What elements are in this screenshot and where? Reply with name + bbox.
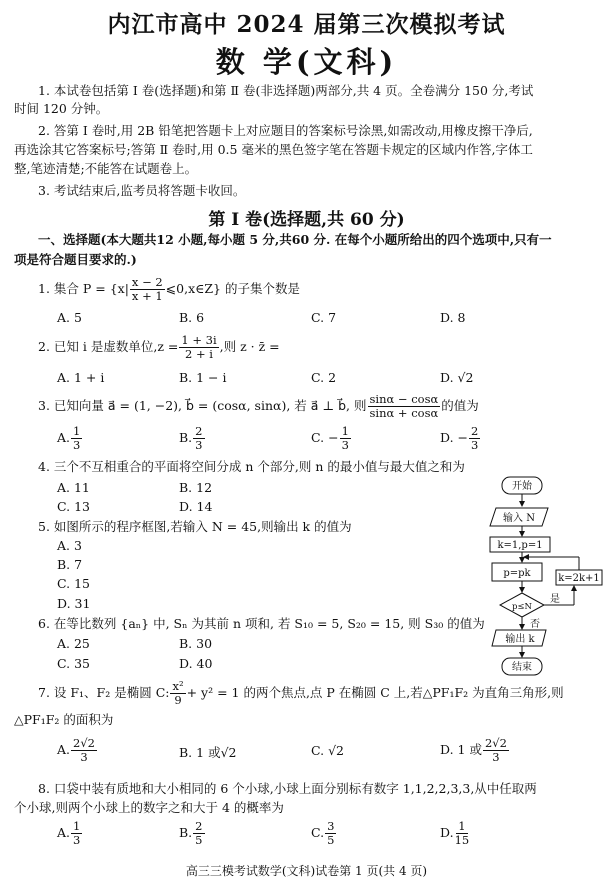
- q7-option-b[interactable]: [179, 743, 237, 761]
- fraction: [483, 737, 509, 764]
- option-sign: −: [457, 430, 469, 445]
- numerator: 2√2: [484, 736, 507, 750]
- q2-option-b[interactable]: B. 1 − i: [179, 370, 227, 385]
- numerator: 2√2: [73, 736, 95, 750]
- denominator: 3: [471, 438, 479, 452]
- q8-option-a[interactable]: [57, 820, 83, 847]
- q8-option-c[interactable]: [311, 820, 337, 847]
- q7-option-c[interactable]: [311, 743, 344, 758]
- fraction: [340, 425, 351, 452]
- fraction: [71, 820, 82, 847]
- note-line: 整,笔迹清楚;不能答在试题卷上。: [14, 161, 198, 176]
- numerator: 1 + 3i: [181, 333, 217, 347]
- flow-yes-label: 是: [550, 594, 560, 605]
- flow-input-label: 输入 N: [503, 513, 535, 524]
- denominator: 3: [73, 438, 81, 452]
- numerator: 1: [341, 424, 349, 438]
- denominator: 3: [80, 750, 88, 764]
- q2-stem-post: ,则 z · z̄ =: [219, 339, 280, 354]
- numerator: 3: [327, 819, 335, 833]
- q4-option-d[interactable]: D. 14: [179, 499, 213, 514]
- note-line: 3. 考试结束后,监考员将答题卡收回。: [38, 183, 246, 198]
- note-line: 2. 答第 Ⅰ 卷时,用 2B 铅笔把答题卡上对应题目的答案标号涂黑,如需改动,用橡皮擦干净后,: [38, 123, 533, 138]
- q4-option-c[interactable]: C. 13: [57, 499, 90, 514]
- question-2: [38, 334, 280, 361]
- numerator: 1: [73, 819, 81, 833]
- denominator: 15: [454, 833, 470, 847]
- q1-option-c[interactable]: C. 7: [311, 310, 337, 325]
- fraction: [455, 820, 470, 847]
- section-intro: 一、选择题(本大题共12 小题,每小题 5 分,共60 分. 在每个小题所给出的四个选项中,只有一: [38, 232, 552, 247]
- numerator: x − 2: [131, 275, 163, 289]
- q1-stem-pre: 1. 集合 P = {x|: [38, 281, 129, 296]
- question-7-line2: △PF₁F₂ 的面积为: [14, 712, 114, 727]
- q1-option-a[interactable]: A. 5: [57, 310, 82, 325]
- q3-option-a[interactable]: [57, 425, 83, 452]
- fraction: [368, 393, 441, 420]
- option-label: B.: [179, 430, 193, 445]
- option-label: C.: [311, 743, 325, 758]
- question-7: [38, 680, 564, 707]
- numerator: 1: [458, 819, 466, 833]
- option-label: D.: [440, 430, 454, 445]
- q3-stem-pre: 3. 已知向量 a⃗ = (1, −2), b⃗ = (cosα, sinα), 若 a⃗ ⊥ b⃗, 则: [38, 398, 367, 413]
- q3-option-d[interactable]: [440, 425, 481, 452]
- q5-option-d[interactable]: D. 31: [57, 596, 91, 611]
- option-sign: −: [328, 430, 339, 445]
- flow-no-label: 否: [530, 619, 540, 630]
- exam-title: 内江市高中 2024 届第三次模拟考试: [107, 11, 506, 38]
- flowchart: [484, 474, 608, 679]
- section-title: 第 Ⅰ 卷(选择题,共 60 分): [208, 210, 405, 230]
- denominator: 3: [73, 833, 81, 847]
- flow-output-label: 输出 k: [505, 634, 535, 645]
- denominator: 3: [492, 750, 500, 764]
- q6-option-a[interactable]: A. 25: [57, 636, 90, 651]
- fraction: [170, 680, 185, 707]
- note-line: 时间 120 分钟。: [14, 101, 109, 116]
- option-label: C.: [311, 825, 325, 840]
- fraction: [325, 820, 336, 847]
- q8-option-b[interactable]: [179, 820, 206, 847]
- q1-option-d[interactable]: D. 8: [440, 310, 466, 325]
- option-label: C.: [311, 430, 325, 445]
- q7-option-a[interactable]: [57, 737, 98, 764]
- q7-option-d[interactable]: [440, 737, 510, 764]
- numerator: 2: [471, 424, 479, 438]
- denominator: x + 1: [131, 289, 163, 303]
- option-text: 1 或: [457, 742, 482, 757]
- numerator: x²: [172, 679, 184, 693]
- denominator: 3: [341, 438, 349, 452]
- q8-option-d[interactable]: [440, 820, 470, 847]
- q5-option-c[interactable]: C. 15: [57, 576, 90, 591]
- section-intro: 项是符合题目要求的.): [14, 252, 137, 267]
- option-text: 1 或√2: [196, 745, 237, 760]
- q4-option-b[interactable]: B. 12: [179, 480, 213, 495]
- question-1: [38, 276, 300, 303]
- denominator: 3: [195, 438, 203, 452]
- q2-option-c[interactable]: C. 2: [311, 370, 337, 385]
- question-3: [38, 393, 479, 420]
- q5-option-a[interactable]: A. 3: [57, 538, 82, 553]
- option-label: B.: [179, 745, 193, 760]
- fraction: [179, 334, 218, 361]
- q6-option-c[interactable]: C. 35: [57, 656, 90, 671]
- q2-option-d[interactable]: D. √2: [440, 370, 474, 385]
- fraction: [71, 737, 97, 764]
- denominator: 5: [195, 833, 203, 847]
- denominator: 2 + i: [185, 347, 213, 361]
- question-8: 8. 口袋中装有质地和大小相同的 6 个小球,小球上面分别标有数字 1,1,2,2,3,3,从中任取两: [38, 781, 537, 796]
- question-6: 6. 在等比数列 {aₙ} 中, Sₙ 为其前 n 项和, 若 S₁₀ = 5, S₂₀ = 15, 则 S₃₀ 的值为: [38, 616, 485, 631]
- numerator: 1: [73, 424, 81, 438]
- q1-option-b[interactable]: B. 6: [179, 310, 205, 325]
- question-5: 5. 如图所示的程序框图,若输入 N = 45,则输出 k 的值为: [38, 519, 352, 534]
- q3-option-c[interactable]: [311, 425, 352, 452]
- q1-stem-post: ⩽0,x∈Z} 的子集个数是: [165, 281, 300, 296]
- exam-subtitle: 数 学(文科): [215, 45, 398, 79]
- option-label: D.: [440, 825, 454, 840]
- q6-option-b[interactable]: B. 30: [179, 636, 213, 651]
- denominator: 9: [174, 693, 182, 707]
- fraction: [130, 276, 165, 303]
- fraction: [469, 425, 480, 452]
- q6-option-d[interactable]: D. 40: [179, 656, 213, 671]
- question-4: 4. 三个不互相重合的平面将空间分成 n 个部分,则 n 的最小值与最大值之和为: [38, 459, 465, 474]
- q3-option-b[interactable]: [179, 425, 206, 452]
- q4-option-a[interactable]: A. 11: [57, 480, 90, 495]
- numerator: 2: [195, 424, 203, 438]
- fraction: [193, 820, 204, 847]
- q7-stem-post: + y² = 1 的两个焦点,点 P 在椭圆 C 上,若△PF₁F₂ 为直角三角形,则: [186, 685, 564, 700]
- denominator: sinα + cosα: [369, 406, 439, 420]
- option-text: √2: [328, 743, 344, 758]
- q5-option-b[interactable]: B. 7: [57, 557, 83, 572]
- denominator: 5: [327, 833, 335, 847]
- option-label: A.: [57, 742, 71, 757]
- option-label: D.: [440, 742, 454, 757]
- option-label: A.: [57, 430, 71, 445]
- numerator: 2: [195, 819, 203, 833]
- option-label: B.: [179, 825, 193, 840]
- numerator: sinα − cosα: [369, 392, 439, 406]
- flow-assign-label: p=pk: [503, 568, 531, 579]
- flow-condition-label: p≤N: [511, 602, 533, 612]
- q2-stem-pre: 2. 已知 i 是虚数单位,z =: [38, 339, 179, 354]
- question-8-line2: 个小球,则两个小球上的数字之和大于 4 的概率为: [14, 800, 284, 815]
- q3-stem-post: 的值为: [441, 398, 479, 413]
- flow-start-label: 开始: [512, 481, 532, 492]
- note-line: 再选涂其它答案标号;答第 Ⅱ 卷时,用 0.5 毫米的黑色签字笔在答题卡规定的区域内作答,字体工: [14, 142, 533, 157]
- note-line: 1. 本试卷包括第 Ⅰ 卷(选择题)和第 Ⅱ 卷(非选择题)两部分,共 4 页。全卷满分 150 分,考试: [38, 83, 534, 98]
- fraction: [71, 425, 82, 452]
- flow-end-label: 结束: [512, 662, 532, 673]
- flow-init-label: k=1,p=1: [497, 540, 543, 551]
- page-footer: 高三三模考试数学(文科)试卷第 1 页(共 4 页): [185, 864, 428, 878]
- flow-update-label: k=2k+1: [558, 573, 600, 584]
- option-label: A.: [57, 825, 71, 840]
- fraction: [193, 425, 204, 452]
- q7-stem-pre: 7. 设 F₁、F₂ 是椭圆 C:: [38, 685, 170, 700]
- q2-option-a[interactable]: A. 1 + i: [57, 370, 105, 385]
